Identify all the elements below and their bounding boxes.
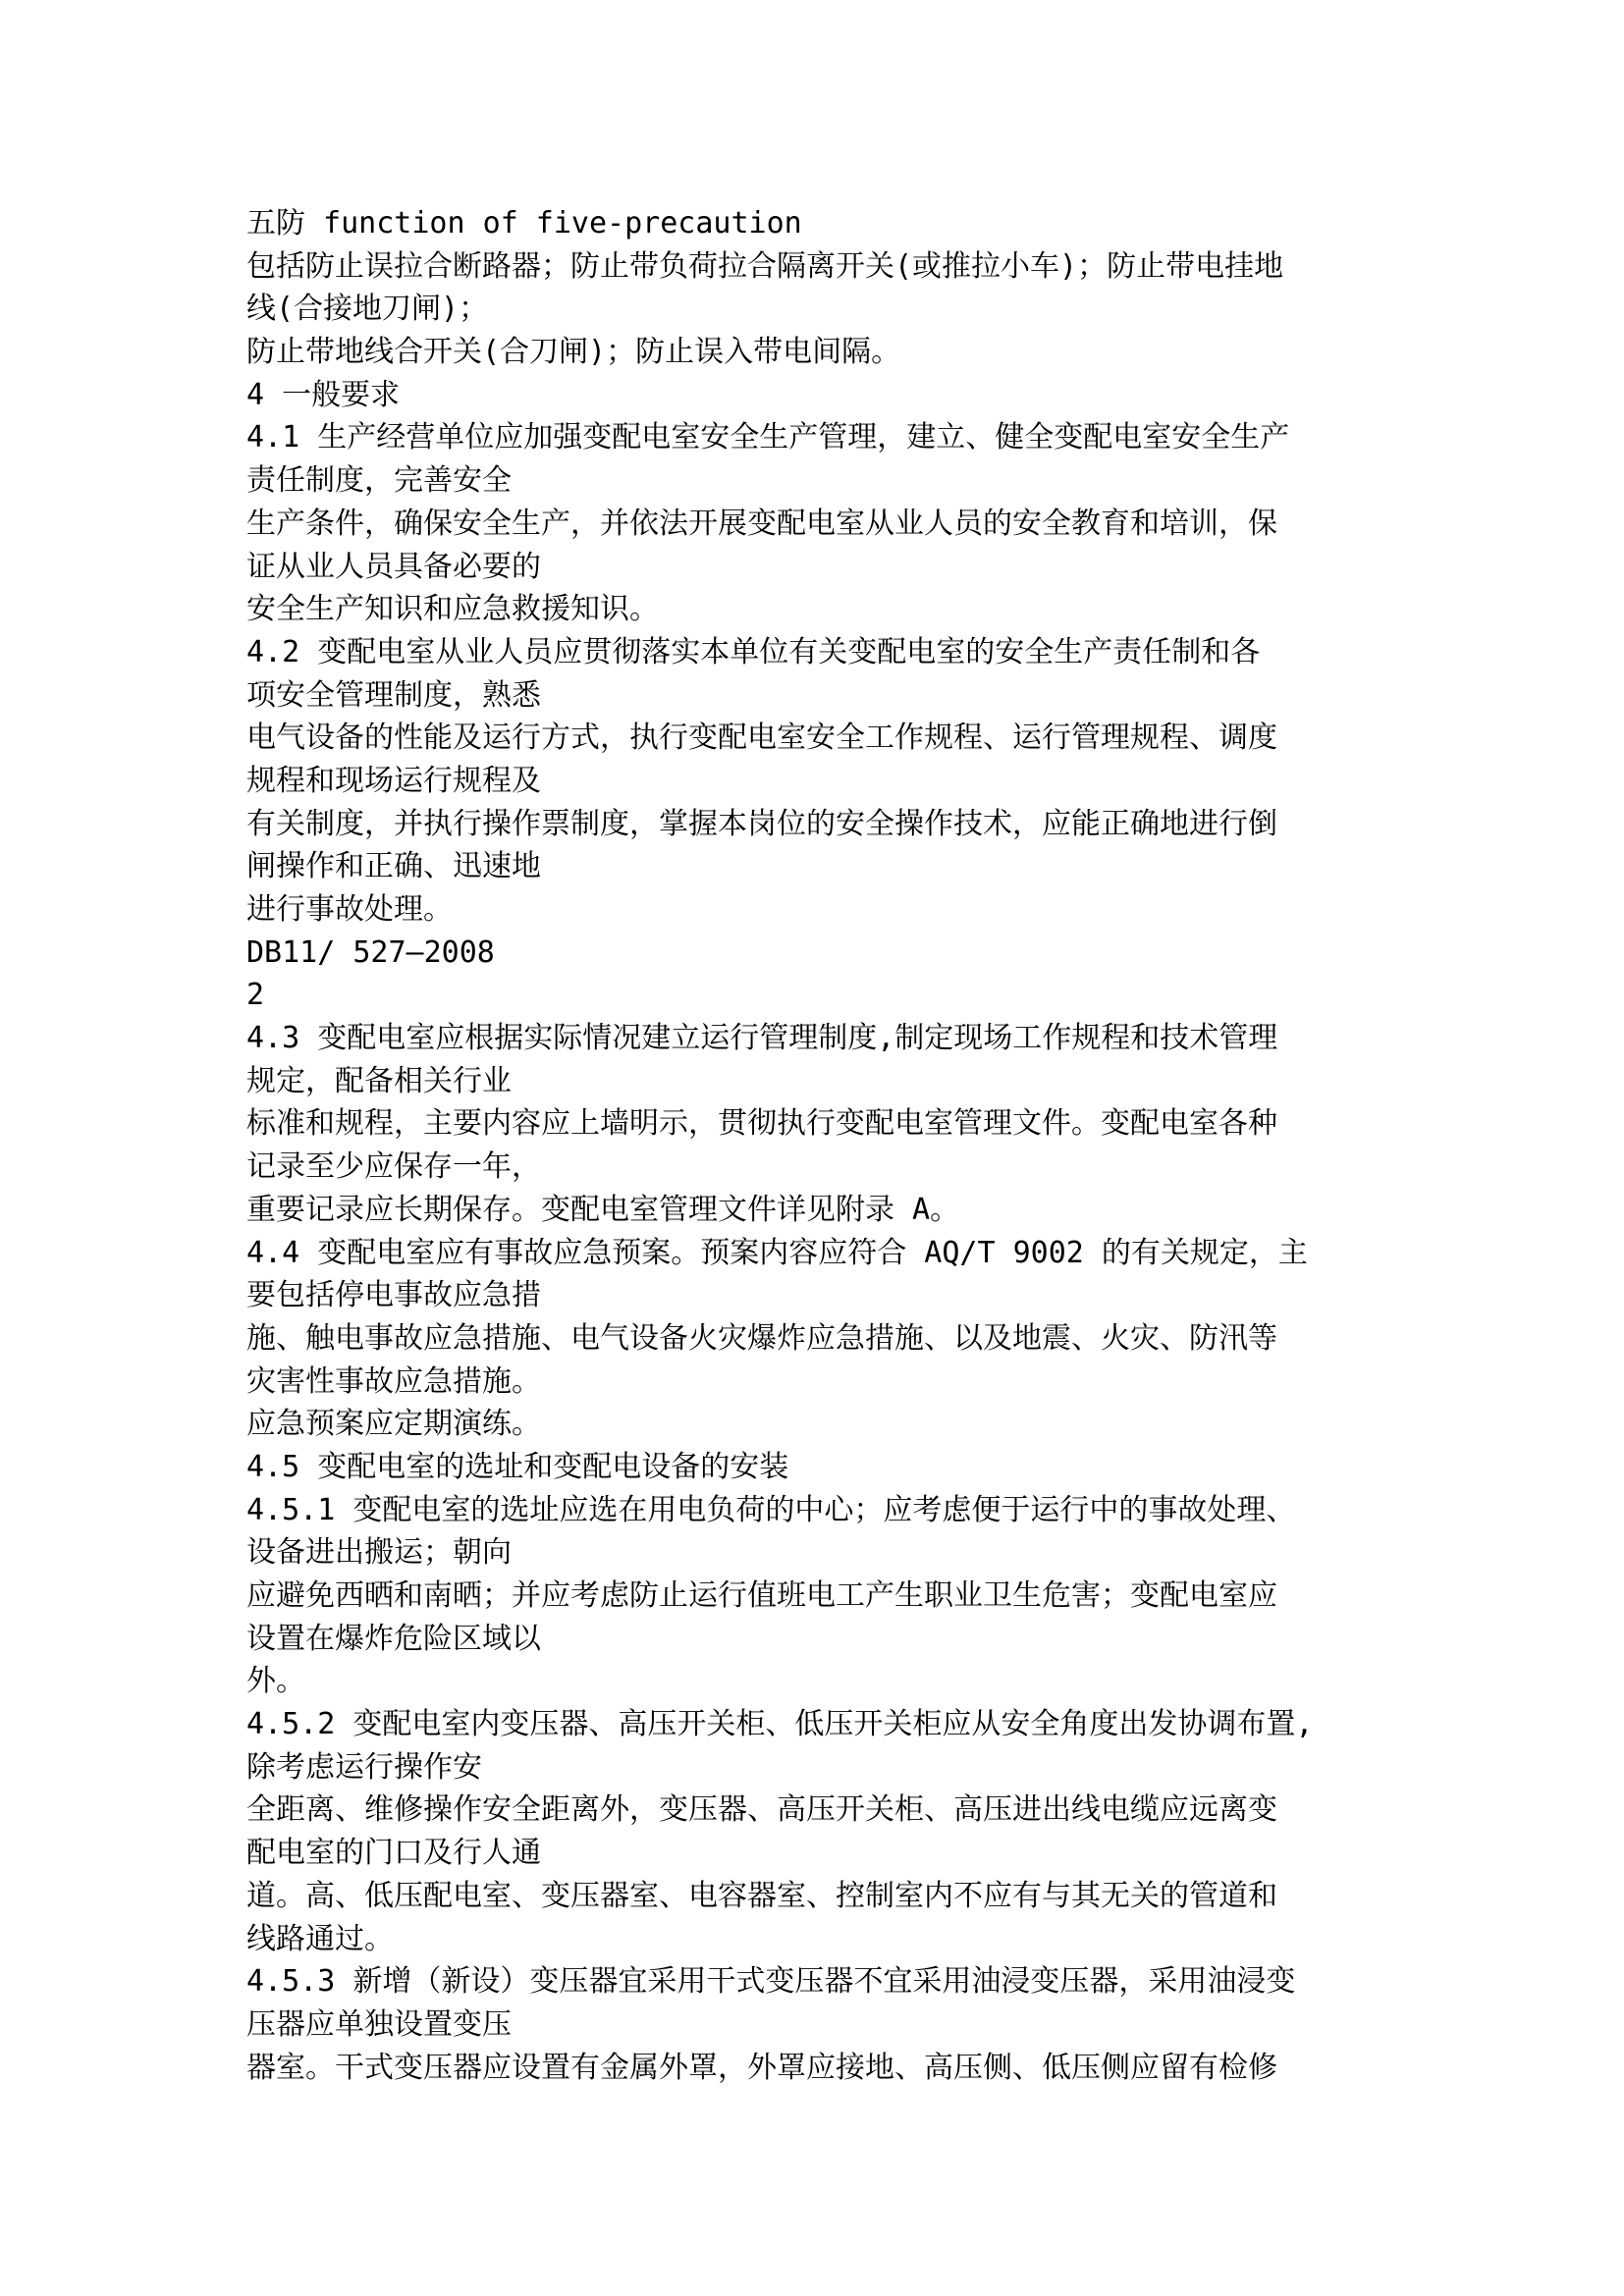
text-line: 生产条件，确保安全生产，并依法开展变配电室从业人员的安全教育和培训，保 [246, 506, 1277, 541]
text-line: 责任制度，完善安全 [246, 463, 512, 499]
text-line: 项安全管理制度，熟悉 [246, 677, 541, 713]
text-line: 电气设备的性能及运行方式，执行变配电室安全工作规程、运行管理规程、调度 [246, 721, 1277, 756]
page-number: 2 [246, 978, 265, 1013]
text-line: 包括防止误拉合断路器；防止带负荷拉合隔离开关(或推拉小车)；防止带电挂地 [246, 248, 1284, 284]
text-line: 安全生产知识和应急救援知识。 [246, 592, 659, 627]
text-line: 全距离、维修操作安全距离外，变压器、高压开关柜、高压进出线电缆应远离变 [246, 1792, 1277, 1828]
text-line: 有关制度，并执行操作票制度，掌握本岗位的安全操作技术，应能正确地进行倒 [246, 806, 1277, 841]
text-line: 要包括停电事故应急措 [246, 1278, 541, 1313]
text-line: 4.3 变配电室应根据实际情况建立运行管理制度,制定现场工作规程和技术管理 [246, 1021, 1278, 1056]
text-line: 施、触电事故应急措施、电气设备火灾爆炸应急措施、以及地震、火灾、防汛等 [246, 1320, 1277, 1356]
text-line: 除考虑运行操作安 [246, 1749, 482, 1785]
running-header: DB11/ 527—2008 [246, 934, 495, 970]
text-line: 道。高、低压配电室、变压器室、电容器室、控制室内不应有与其无关的管道和 [246, 1878, 1277, 1913]
text-line: 设置在爆炸危险区域以 [246, 1621, 541, 1656]
text-line: 设备进出搬运；朝向 [246, 1535, 512, 1571]
text-line: 4.1 生产经营单位应加强变配电室安全生产管理，建立、健全变配电室安全生产 [246, 420, 1290, 455]
text-line: 闸操作和正确、迅速地 [246, 849, 541, 884]
text-line: 证从业人员具备必要的 [246, 549, 541, 584]
text-line: 五防 function of five-precaution [246, 206, 802, 240]
text-line: 4.5.2 变配电室内变压器、高压开关柜、低压开关柜应从安全角度出发协调布置, [246, 1707, 1314, 1742]
text-line: 进行事故处理。 [246, 892, 453, 927]
text-line: 规定，配备相关行业 [246, 1063, 512, 1098]
text-line: 配电室的门口及行人通 [246, 1836, 541, 1871]
text-line: 4.5.3 新增（新设）变压器宜采用干式变压器不宜采用油浸变压器，采用油浸变 [246, 1964, 1296, 2000]
text-line: 外。 [246, 1664, 305, 1699]
text-line: 4.2 变配电室从业人员应贯彻落实本单位有关变配电室的安全生产责任制和各 [246, 634, 1261, 669]
text-line: 应避免西晒和南晒；并应考虑防止运行值班电工产生职业卫生危害；变配电室应 [246, 1578, 1277, 1613]
text-line: 线路通过。 [246, 1921, 394, 1956]
text-line: 记录至少应保存一年， [246, 1149, 541, 1185]
text-line: 压器应单独设置变压 [246, 2006, 512, 2042]
text-line: 应急预案应定期演练。 [246, 1407, 541, 1442]
text-line: 4.5.1 变配电室的选址应选在用电负荷的中心；应考虑便于运行中的事故处理、 [246, 1492, 1296, 1527]
text-line: 器室。干式变压器应设置有金属外罩，外罩应接地、高压侧、低压侧应留有检修 [246, 2050, 1277, 2085]
text-line: 线(合接地刀闸)； [246, 292, 489, 327]
text-line: 防止带地线合开关(合刀闸)；防止误入带电间隔。 [246, 335, 901, 370]
text-line: 灾害性事故应急措施。 [246, 1363, 541, 1399]
text-line: 重要记录应长期保存。变配电室管理文件详见附录 A。 [246, 1192, 960, 1227]
text-line: 标准和规程，主要内容应上墙明示，贯彻执行变配电室管理文件。变配电室各种 [246, 1106, 1277, 1142]
section-heading: 4.5 变配电室的选址和变配电设备的安装 [246, 1449, 789, 1484]
text-line: 规程和现场运行规程及 [246, 763, 541, 798]
text-line: 4.4 变配电室应有事故应急预案。预案内容应符合 AQ/T 9002 的有关规定，主 [246, 1235, 1308, 1270]
document-body [246, 202, 1395, 2089]
section-heading: 4 一般要求 [246, 377, 401, 412]
